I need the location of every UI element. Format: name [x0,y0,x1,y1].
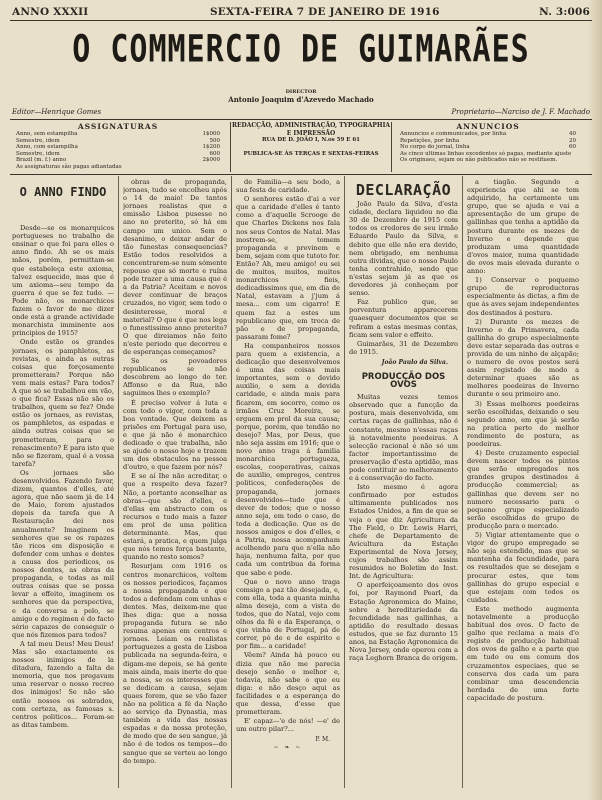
subscriptions-title: ASSIGNATURAS [77,122,159,131]
paragraph: João Paulo da Silva, d'esta cidade, declara liquidou no dia 30 de Dezembro de 1915 com todos os credores de seu irmão Eduardo Paulo da Silva, e debito que elle não era devido, nem obrigado, em nenhuma outra dividas, que o nosso Paulo tenha contrahido, sendo que n'estas sejam já as que os devedores já conheçam por senso. [349,200,458,298]
rate-price: 600 [209,150,220,157]
masthead-title: O COMMERCIO DE GUIMARÃES [72,27,530,72]
paragraph: Guimarães, 31 de Dezembro de 1915. [349,339,458,356]
rate-price: 60 [569,144,576,150]
paragraph: 5) Vigiar attentamente que o vigor do grupo empregado se não seja estendido, mas que se mantenha da fecundidade, para os resultados que se desejam e procurar estes, que tem gallinhas do grupo especial e que estejam com todos os cuidados. [467,531,579,604]
paragraph: Vêem? Ainda há pouco eu dizia que não me parecia desejo senão o melhor e, todavia, não sabe o que eu diga: e não desço aqui as facilidades e a esperança do que dessa, d'esse que prometteram. [236,651,340,717]
year-label: ANNO XXXII [12,6,89,18]
paragraph: Desde—se os monarquicos portugueses no trabalho de ensinar o que foi para elles o anno findo. Ah se os mais mãos, porém, permittam-se que estabeleça este axioma, talvez esquecido, mas que é um axioma—seu tempo da guerra é que se fez tudo. —Pode não, os monarchicos fazem o favor de me dizer onde está a grande actividade monarchista imminente aos principios de 1915? [12,224,114,338]
director-block [0,88,602,104]
rate-price: 20 [569,137,576,144]
column-rule [344,176,345,788]
paragraph: É preciso volver á luta e com todo o vigor, com toda a boa vontade. Que deixem as prisões em Portugal para uso, e que já não é monarchico dedicado o que trabalha, não se ajude o nosso hoje e trazem um dos obstaculos na pessoa d'outro, e que fazem por nós? [123,398,227,472]
rate-price: 500 [209,137,220,144]
rate-label: No corpo do jornal, linha [400,144,470,150]
paragraph: O aperfeiçoamento dos ovos foi, por Raymond Pearl, da Estação Agronomica do Maine, sobre a hereditariedade da fecundidade nas gallinhas, a aptidão do resultado dessas estudos, que se faz duranto 15 anos, na Estação Agronomica de Nova Jersey, onde operou com a raça Leghorn Branca de origem. [349,581,458,663]
director-name: Antonio Joaquim d'Azevedo Machado [228,95,374,104]
rate-label: Os originaes, sejam ou não publicados não se restituem. [400,157,558,163]
rate-label: As cinco ultimas linhas excedentes só pagas, mediante ajuste [400,150,572,157]
info-bottom-rule [10,174,592,175]
column-4 [349,178,458,790]
header-rule [10,20,592,21]
owner-label: Proprietario—Narciso de J. F. Machado [451,108,590,116]
editor-owner-line [12,108,590,116]
header-info-line [12,6,590,20]
rate-row [396,157,580,164]
paragraph: Muitas vezes temos observado que a funcção da postura, mais desenvolvida, em certas raças de gallinhas, não é constante, mesmo n'essas raças já notavelmente poedeiras. A selecção racional é não só um factor importantissimo de preservação d'esta aptidão, mas pode contituir ao melhoramento e á conservação do facto. [349,393,458,483]
column-rule [118,176,119,788]
date-label: SEXTA-FEIRA 7 DE JANEIRO DE 1916 [210,6,440,18]
subscriptions-list [12,131,224,170]
column-3 [236,178,340,790]
paragraph: 1) Conservar o poquemo grupo de reproductoras especialmente ás dictas, a fim de que ás aves sejam independentes dos destinados á postura. [467,276,579,317]
column-rule [231,176,232,788]
address-line-2: E IMPRESSÃO [286,129,336,137]
signature-pm: P. M. [315,736,330,744]
paragraph: E se aí Ihe não acreditar, o que a respeito deva fazer? Não, a portanto aconselhar as obras—que são d'elles, e d'ellas em abstracto com os recursos e tudo mais a fazer em prol de uma politica determinante. Mas, que estará, a pratica, e quem julga que nós temos força bastante, quando no resto somos? [123,472,227,562]
paragraph: obras de propaganda, jornaes, tudo se encolheu após o 14 de maio! De tantos jornaes realistas que a emissão Lisboa pusesse no ano no preterito, só há em campo um unico. Sem o desanimo, o deixar andar de tão funestas consequencias? Estão todos resolvidos a concentrarem-se num sómente repouso que só morte e ruína pode trazer a uma causa que é a da Patria? Aceitam e novos dever continuar de braços cruzados, no vigor, sem todo o desinteresse, moral e material? O que é que nos lega o funestissimo anno preterito? O que direiamos não feito n'este periodo que decorreu e de esperanças começamos? [123,178,227,356]
rate-price: 1$000 [202,131,220,137]
rate-label: As assignaturas são pagas adiantadas [16,163,122,170]
paragraph: 4) Deste cruzamento especial devem nascer todos os pintos que serão empregados nos grandes grupos destinados á producção commercial; as gallinhas que devem ser no numero necessario para o pequeno grupo especializado serão escolhidas de grupo de producção para o mercado. [467,449,579,530]
paragraph: E' capaz—'e de nós! —e' de um outro pilar?... [236,717,340,734]
rate-row [12,164,224,171]
article-title-producao-ovos: PRODUCÇÃO DOS OVOS [361,371,446,391]
rate-label: Brazil (m. f.) anno [16,157,67,163]
paragraph: Isto mesmo é agora confirmado por estudos ultimamente publicados nos Estados Unidos, a fim de que se veja o que diz Agricultura da The Field, o Dr. Lewis Harri, chefe de Departamento de Avicultura da Estação Experimental de Nova Jersey, cujos trabalhos são assim resumidos no Boletim do Inst. Int. de Agricultura: [349,483,458,581]
column-5 [467,178,579,790]
paragraph: Este methodo augmenta notavelmente a producção habitual dos ovos. O facto de galho que reclama a mais d'o registo de producção habitual dos ovos de galho e a parte que em tudo ou em comum dos cruzamentos especiaes, que se conserva dos cada um para combinar uma descendencia herdada de uma forte capacidade de postura. [467,604,579,702]
rate-label: Semestre, idem [16,137,60,144]
subscriptions-box [12,122,224,172]
paragraph: 3) Essas melhores poedeiras serão escolhidas, deixando o seu segundo anno, em que já serão na pratica perto do melhor rendimento de postura, as poedeiras. [467,399,579,448]
column-rule [462,176,463,788]
paragraph: Faz publico que, se porventura apparecerem quaesquer documentos que se refiram a estas mesmas contas, ficam sem valor e effeito. [349,298,458,339]
paragraph: a tiagão. Segundo a experiencia que ahi se tem adquirido, ha certamente um grupo, que se ajuda e vai a apresentação de um grupo de gallinhas que tenha a aptidão da postura durante os mezes de Inverno e depende que produzam uma quantidade d'ovos maior, numa quantidade de ovos mais elevada durante o anno: [467,178,579,276]
signature-joao-paulo: João Paulo da Silva. [381,358,448,366]
rate-price: 1$200 [202,144,220,150]
issue-number: N. 3:006 [539,6,590,18]
paragraph: Ha companheiros nossos para quem a existencia, a dedicação que desenvolvemos é uma das coisas mais importantes, sem o devido auxilio, e sem a devida caridade, e ainda mais para ficarem, em socorro, como os irmãos Cruz Moreira, se erguem em prol da sua causa; porque, porém, que tendão no desejo? Mas, por Deus, que não seja assim em 1916; que o novo anno traga á familia monarchica portugueza, escolas, cooperativas, caixas de auxilio, empregos, centros politicos, confederações de propaganda, jornaes desenvolvidos—tudo que é dever de todos; que o nosso anno seja, em todo o caso, de toda a dedicação. Que os de nossos amigos e dos d'elles, e a Patria, nossa acompanham acolhendo para que n'ella não haja, nenhuma falta, por que cada um contribua da forma que sabe e pode. [236,341,340,577]
paragraph: A tal meu Deus! Meu Deus! Mas são exactamente os nossos inimigos de la ditadura, fazendo a falta de memoria, que nos pregavam uma reservar o nosso recreo dos inimigos! Se não são então nossos os sobrados, com certeza, as famosas s. centros politicos... Foram-se as ditas tambem. [12,639,114,729]
publication-days: PUBLICA-SE ÁS TERÇAS E SEXTAS-FEIRAS [243,150,379,157]
rate-price: 2$000 [202,157,220,163]
article-title-declaracao: DECLARAÇÃO [355,181,452,199]
paragraph: de Familia—a seu bodo, a sua festa de caridade. [236,178,340,195]
address-box [230,122,392,172]
ads-list [396,131,580,164]
paragraph: Resurjam com 1916 os centros monarchicos, voltem os nossos periodicos, façamos a nossa propaganda e que todos a defendam com unhas e dentes. Mas, deixem-me que lhes diga: que a nossa propaganda futura se não resuma apenas em centros e jornaes. Leiam os realistas portuguezes a gesta de Lisboa publicada na segunda-feira, e digam-me depois, se há gente mais ainda, mais inerte do que a nossa, se os interesses que se dedicam a causa, sejam quaes forem, que se vão fazer não na politica a fé da Nação ao serviço da Dynastia, mas também a vida das nossas espadas e da nossa proteção, de modo que de seu sangue, já não é de todos os tempos—do sangue que se verteu ao longo do tempo. [123,562,227,765]
editor-label: Editor—Henrique Gomes [12,108,102,116]
paragraph: Os jornaes são desenvolvidos. Fazendo favor, dizem, quantos d'elles, até agora, que não saem já de 14 de Maio, forem ajustados depois da tarefa que A Restauração dei nos anualmente? Imaginem os senhores que se os rapazes tão ricos em disposição e defender com unhas e dentes a causa dos periodicos, os nossos dentes, as obras da propaganda, e todas as mil outras coisas que se possa levar a effeito, imaginem os senhores que da perspectiva, e da conversa a pelo, se amigo e do regimen é do facto sério capazes de conseguir o que nós fizemos para todos? [12,468,114,639]
rate-price: 40 [569,131,576,137]
ads-box [396,122,580,172]
address-line-1: REDACÇÃO, ADMINISTRAÇÃO, TYPOGRAPHIA [231,122,391,129]
article-title-anno-findo: O ANNO FINDO [19,185,107,199]
rate-label: Anno, sem estampilha [16,131,78,137]
rate-label: Repetições, por linha [400,137,460,144]
paragraph: O senhores estão d'ai a ver que a caridade d'elles é tanto como a d'aquelle Scrooge de que Charles Dickens nos fala nos seus Contos de Natal. Mas mostrem-se, tomem propaganda e previnem e bem, sejam com que tutoto for. Então? Ah, meu amigo! eu sei de muitos, muitos, muitos monarchicos fieis, dedicadissimos que, em dia de Natal, estavam a j'jum á mesa... com um cigarro! E quem faz a estes um republicano que, em troca de pão e de propaganda, passaram fome? [236,195,340,341]
column-2 [123,178,227,790]
column-1 [12,178,114,790]
address-line-3: RUA DE D. JOÃO I, N.os 59 E 61 [261,137,361,143]
director-label: DIRECTOR [285,89,317,95]
info-top-rule [10,119,592,120]
page-fold-shadow [588,0,602,800]
ads-title: ANNUNCIOS [456,122,520,131]
paragraph: 2) Durante os mezes de Inverno e da Primavera, cada gallinha do grupo especialmente deve estar separada das outras e provida de um ninho de alçapão; o numero de ovos postos será assim registado de modo a determinar quaes são as melhores poedeiras de Inverno durante o seu primeiro ano. [467,317,579,399]
ornament: ~ ❧ ~ [273,744,303,752]
paragraph: Se os povoadores republicanos se não descobrem ao longo do ter. Affonso e da Rua, não saguimos lhes o exemplo? [123,357,227,398]
paragraph: Onde estão os grandes jornaes, os pamphletos, as revistas, e ainda as outras coisas que forçosamente prometteram? Porque não vem mais estas? Para todos? A que só se trabalhou em vão, o que fica? Essas não são os trabalhos, quem se fez? Onde estão os jornaes, as revistas, os pamphletos, as espadas e ainda outras coisas que se prometteram, para o renascimento? É para isto que não se fizeram, qual é a vossa tarefa? [12,338,114,468]
rate-label: Anno, com estampilha [16,144,78,150]
paragraph: Que o novo anno traga comsigo a paz tão desejada, e, com ella, toda a quanta minha alma deseja, com a vista de todos, que do Natal, vejo com olhos da fé e da Esperança, o que vinha de Portugal, pá de correr, pó de e de espirito e por fim... a caridade! [236,577,340,651]
rate-label: Semestre, idem [16,150,60,157]
rate-label: Annuncios e communicados, por linha [400,131,507,137]
